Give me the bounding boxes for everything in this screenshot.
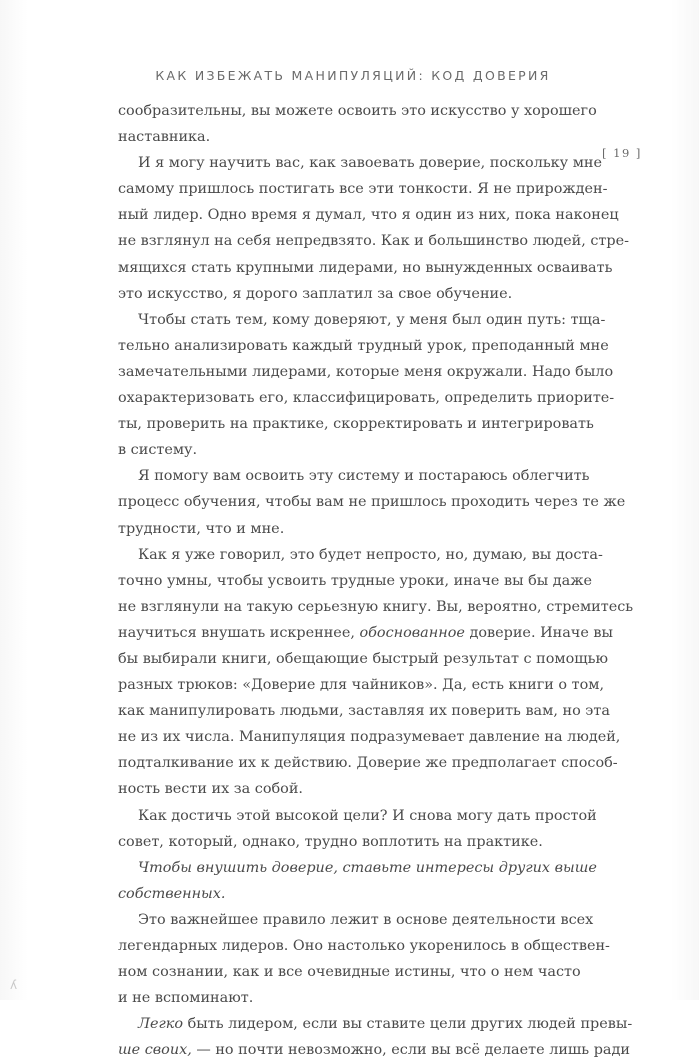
text-line: И я могу научить вас, как завоевать доверие, поскольку мне: [138, 155, 603, 172]
text-line: не взглянул на себя непредвзято. Как и большинство людей, стре-: [118, 233, 629, 250]
text-line: тельно анализировать каждый трудный урок, преподанный мне: [118, 337, 609, 354]
text-line: не взглянули на такую серьезную книгу. Вы, вероятно, стремитесь: [118, 598, 634, 615]
text-line: [118, 1037, 630, 1063]
text-line: сообразительны, вы можете освоить это искусство у хорошего: [118, 103, 597, 119]
text-line: как манипулировать людьми, заставляя их поверить вам, но эта: [118, 703, 610, 720]
key-principle-line: Чтобы внушить доверие, ставьте интересы других выше: [138, 859, 597, 876]
text-line: наставника.: [118, 129, 211, 146]
text-segment: — но почти невозможно, если вы всё делаете лишь ради: [191, 1042, 630, 1059]
text-line: [118, 1011, 633, 1037]
text-line: ность вести их за собой.: [118, 781, 303, 798]
text-line: бы выбирали книги, обещающие быстрый результат с помощью: [118, 650, 609, 667]
text-line: самому пришлось постигать все эти тонкости. Я не прирожден-: [118, 181, 608, 198]
text-line: не из их числа. Манипуляция подразумевает давление на людей,: [118, 729, 621, 746]
text-line: Я помогу вам освоить эту систему и постараюсь облегчить: [138, 468, 590, 485]
text-line: Как достичь этой высокой цели? И снова могу дать простой: [138, 807, 597, 824]
text-line: мящихся стать крупными лидерами, но вынужденных осваивать: [118, 259, 613, 276]
key-principle-line: собственных.: [118, 885, 226, 902]
text-segment: научиться внушать искреннее,: [118, 624, 360, 641]
italic-emphasis: ше своих,: [118, 1042, 192, 1059]
text-segment: быть лидером, если вы ставите цели других людей превы-: [183, 1016, 633, 1033]
page-number: [ 19 ]: [602, 146, 642, 160]
italic-emphasis: Легко: [138, 1016, 184, 1033]
italic-emphasis: обоснованное: [359, 624, 465, 641]
text-line: подталкивание их к действию. Доверие же предполагает способ-: [118, 755, 618, 772]
text-line: Как я уже говорил, это будет непросто, но, думаю, вы доста-: [138, 546, 603, 563]
text-line: разных трюков: «Доверие для чайников». Да, есть книги о том,: [118, 677, 605, 694]
text-line: ном сознании, как и все очевидные истины, что о нем часто: [118, 964, 581, 981]
text-segment: доверие. Иначе вы: [464, 624, 613, 641]
text-line: легендарных лидеров. Оно настолько укоренилось в обществен-: [118, 938, 610, 954]
text-line: [118, 620, 613, 646]
text-line: замечательными лидерами, которые меня окружали. Надо было: [118, 363, 614, 380]
text-line: ты, проверить на практике, скорректировать и интегрировать: [118, 416, 594, 433]
text-line: ный лидер. Одно время я думал, что я один из них, пока наконец: [118, 207, 619, 224]
text-line: это искусство, я дорого заплатил за свое обучение.: [118, 285, 513, 302]
text-line: Чтобы стать тем, кому доверяют, у меня был один путь: тща-: [138, 311, 606, 328]
running-header: КАК ИЗБЕЖАТЬ МАНИПУЛЯЦИЙ: КОД ДОВЕРИЯ: [155, 68, 551, 83]
text-line: процесс обучения, чтобы вам не пришлось проходить через те же: [118, 494, 626, 511]
text-line: охарактеризовать его, классифицировать, определить приорите-: [118, 390, 615, 407]
text-line: в систему.: [118, 442, 198, 459]
text-line: совет, который, однако, трудно воплотить на практике.: [118, 833, 543, 850]
text-line: точно умны, чтобы усвоить трудные уроки, иначе вы бы даже: [118, 572, 593, 589]
text-line: Это важнейшее правило лежит в основе деятельности всех: [138, 911, 594, 928]
text-line: и не вспоминают.: [118, 990, 254, 1007]
page-corner-mark: ʎ: [10, 978, 18, 992]
text-line: трудности, что и мне.: [118, 520, 285, 537]
